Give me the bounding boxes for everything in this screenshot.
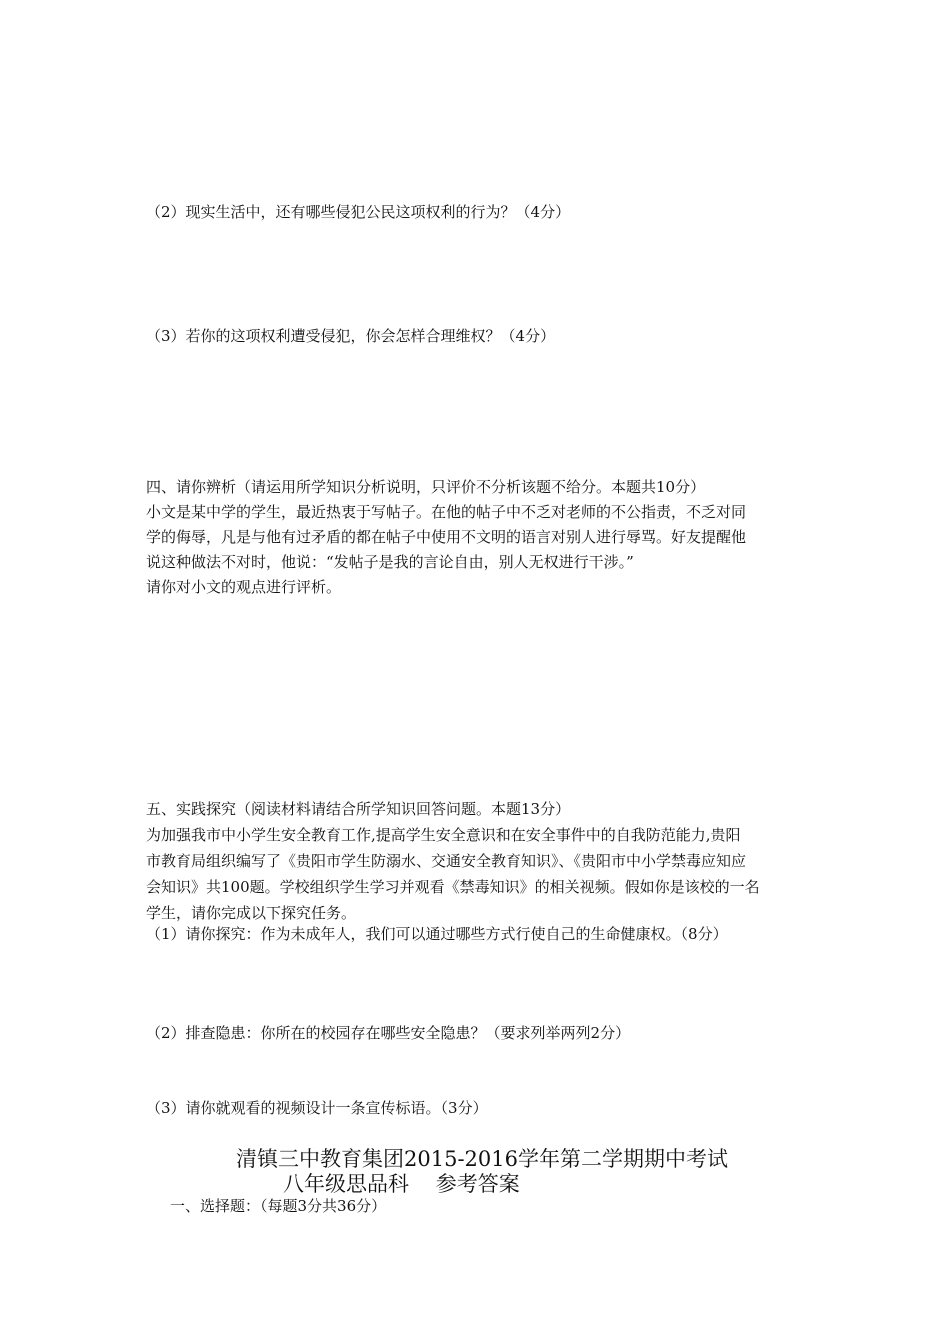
answer-key-subtitle: 八年级思品科 参考答案	[283, 1172, 520, 1196]
question-5-part-1: （1）请你探究：作为未成年人，我们可以通过哪些方式行使自己的生命健康权。（8分）	[146, 925, 728, 943]
question-5-text-line: 会知识》共100题。学校组织学生学习并观看《禁毒知识》的相关视频。假如你是该校的一名	[146, 878, 760, 896]
question-4-heading: 四、请你辨析（请运用所学知识分析说明，只评价不分析该题不给分。本题共10分）	[146, 478, 706, 496]
answer-key-title: 清镇三中教育集团2015-2016学年第二学期期中考试	[236, 1147, 728, 1171]
question-3-part-2: （2）现实生活中，还有哪些侵犯公民这项权利的行为？（4分）	[146, 203, 571, 221]
question-5-text-line: 为加强我市中小学生安全教育工作,提高学生安全意识和在安全事件中的自我防范能力,贵阳	[146, 826, 741, 844]
question-5-text-line: 市教育局组织编写了《贵阳市学生防溺水、交通安全教育知识》、《贵阳市中小学禁毒应知应	[146, 852, 747, 870]
question-4-text-line: 小文是某中学的学生，最近热衷于写帖子。在他的帖子中不乏对老师的不公指责，不乏对同	[146, 503, 747, 521]
question-5-part-3: （3）请你就观看的视频设计一条宣传标语。（3分）	[146, 1099, 488, 1117]
answer-key-section-1: 一、选择题：（每题3分共36分）	[170, 1197, 387, 1215]
question-3-part-3: （3）若你的这项权利遭受侵犯，你会怎样合理维权？（4分）	[146, 327, 556, 345]
question-5-part-2: （2）排查隐患：你所在的校园存在哪些安全隐患？（要求列举两列2分）	[146, 1024, 631, 1042]
question-5-heading: 五、实践探究（阅读材料请结合所学知识回答问题。本题13分）	[146, 800, 571, 818]
question-4-prompt: 请你对小文的观点进行评析。	[146, 578, 342, 596]
question-5-text-line: 学生，请你完成以下探究任务。	[146, 904, 357, 922]
question-4-text-line: 学的侮辱，凡是与他有过矛盾的都在帖子中使用不文明的语言对别人进行辱骂。好友提醒他	[146, 528, 747, 546]
question-4-text-line: 说这种做法不对时，他说：“发帖子是我的言论自由，别人无权进行干涉。”	[146, 553, 634, 571]
